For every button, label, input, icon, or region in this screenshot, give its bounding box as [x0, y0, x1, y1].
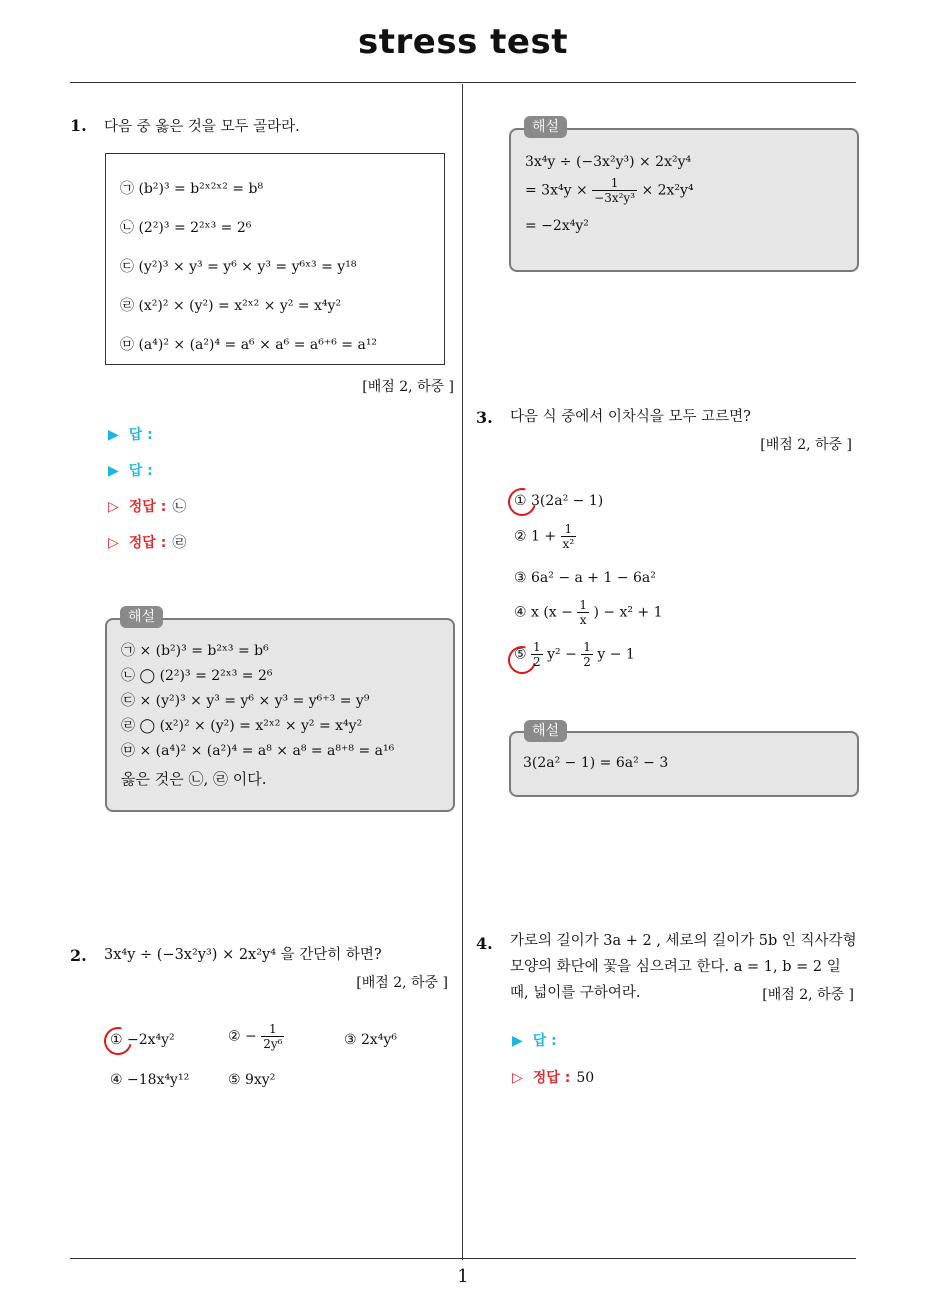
choice-5-suffix: y − 1 [597, 646, 635, 663]
solution-line: ㉣ ◯ (x²)² × (y²) = x²ˣ² × y² = x⁴y² [121, 718, 363, 734]
solution-line: ㉢ × (y²)³ × y³ = y⁶ × y³ = y⁶⁺³ = y⁹ [121, 693, 370, 709]
filled-triangle-icon: ▶ [108, 427, 119, 443]
solution-line: ㉡ ◯ (2²)³ = 2²ˣ³ = 2⁶ [121, 668, 273, 684]
question-1-answer-row-2 [108, 460, 153, 480]
fraction-denominator: x [579, 613, 587, 627]
question-4-score: [배점 2, 하중 ] [762, 987, 854, 1003]
solution-line-3: = −2x⁴y² [525, 218, 589, 234]
question-2-number: 2. [70, 946, 87, 965]
solution-line: ㉤ × (a⁴)² × (a²)⁴ = a⁸ × a⁸ = a⁸⁺⁸ = a¹⁶ [121, 743, 395, 759]
option-3: ㉢ (y²)³ × y³ = y⁶ × y³ = y⁶ˣ³ = y¹⁸ [120, 259, 357, 275]
fraction-denominator: 2 [533, 655, 541, 669]
page-title: stress test [358, 22, 568, 62]
choice-5-middle: y² − [547, 646, 577, 663]
question-1-answer-row-1 [108, 424, 153, 444]
question-2-choice-5: ⑤ 9xy² [228, 1072, 276, 1088]
question-1-score: [배점 2, 하중 ] [362, 379, 454, 395]
outline-triangle-icon: ▷ [108, 535, 119, 551]
page-number: 1 [457, 1266, 469, 1287]
header-rule [70, 82, 856, 83]
question-4-correct-row [512, 1067, 594, 1087]
solution-line-2 [525, 176, 694, 205]
footer-rule [70, 1258, 856, 1259]
answer-label: 답 : [128, 463, 153, 479]
outline-triangle-icon: ▷ [512, 1070, 523, 1086]
correct-value: ㉣ [172, 535, 187, 551]
solution-tag: 해설 [524, 720, 567, 742]
question-4-answer-row [512, 1030, 557, 1050]
choice-4-prefix: ④ x (x − [514, 604, 573, 621]
question-1-number: 1. [70, 116, 87, 135]
correct-value: 50 [576, 1070, 595, 1086]
solution-line-2-prefix: = 3x⁴y × [525, 182, 588, 199]
question-2-choice-1: ① −2x⁴y² [110, 1032, 175, 1048]
fraction-numerator: 1 [533, 640, 541, 654]
choice-2-prefix: ② − [228, 1028, 257, 1045]
fraction-denominator: 2 [583, 655, 591, 669]
fraction-numerator: 1 [561, 522, 577, 537]
option-4: ㉣ (x²)² × (y²) = x²ˣ² × y² = x⁴y² [120, 298, 342, 314]
solution-tag: 해설 [524, 116, 567, 138]
question-3-number: 3. [476, 408, 493, 427]
column-divider [462, 84, 463, 1260]
option-5: ㉤ (a⁴)² × (a²)⁴ = a⁶ × a⁶ = a⁶⁺⁶ = a¹² [120, 337, 378, 353]
correct-label: 정답 : [128, 499, 167, 515]
question-3-choice-2 [514, 522, 576, 551]
solution-line: 3(2a² − 1) = 6a² − 3 [523, 755, 669, 771]
solution-fraction [592, 176, 637, 205]
solution-line-2-suffix: × 2x²y⁴ [641, 182, 694, 199]
choice-4-suffix: ) − x² + 1 [593, 604, 663, 621]
option-1: ㉠ (b²)³ = b²ˣ²ˣ² = b⁸ [120, 181, 264, 197]
correct-label: 정답 : [532, 1070, 571, 1086]
choice-5-fraction-2 [581, 640, 593, 669]
question-3-choice-5 [514, 640, 635, 669]
outline-triangle-icon: ▷ [108, 499, 119, 515]
question-1-options-box [105, 153, 445, 365]
fraction-denominator: x² [562, 537, 575, 551]
filled-triangle-icon: ▶ [512, 1033, 523, 1049]
question-2-solution-box [509, 128, 859, 272]
solution-conclusion: 옳은 것은 ㉡, ㉣ 이다. [121, 770, 267, 788]
question-4-number: 4. [476, 934, 493, 953]
answer-label: 답 : [128, 427, 153, 443]
question-1-solution-box [105, 618, 455, 812]
question-2-score: [배점 2, 하중 ] [356, 975, 448, 991]
question-4-line-3: 때, 넓이를 구하여라. [510, 985, 641, 1001]
question-1-correct-row-2 [108, 532, 186, 552]
question-4-line-2: 모양의 화단에 꽃을 심으려고 한다. a = 1, b = 2 일 [510, 959, 841, 975]
choice-2-prefix: ② 1 + [514, 528, 557, 545]
solution-line-1: 3x⁴y ÷ (−3x²y³) × 2x²y⁴ [525, 154, 692, 170]
choice-5-prefix: ⑤ [514, 646, 527, 663]
question-4-line-1: 가로의 길이가 3a + 2 , 세로의 길이가 5b 인 직사각형 [510, 933, 857, 949]
choice-4-fraction [577, 598, 589, 627]
option-2: ㉡ (2²)³ = 2²ˣ³ = 2⁶ [120, 220, 252, 236]
solution-tag: 해설 [120, 606, 163, 628]
choice-2-fraction [561, 522, 577, 551]
question-2-choice-4: ④ −18x⁴y¹² [110, 1072, 190, 1088]
choice-2-fraction [261, 1022, 284, 1051]
question-1-text: 다음 중 옳은 것을 모두 골라라. [104, 119, 300, 135]
question-3-score: [배점 2, 하중 ] [760, 437, 852, 453]
correct-label: 정답 : [128, 535, 167, 551]
question-2-choice-3: ③ 2x⁴y⁶ [344, 1032, 397, 1048]
fraction-numerator: 1 [579, 598, 587, 612]
question-3-choice-3: ③ 6a² − a + 1 − 6a² [514, 570, 656, 586]
fraction-numerator: 1 [261, 1022, 284, 1037]
fraction-denominator: −3x²y³ [594, 191, 635, 205]
question-3-choice-4 [514, 598, 663, 627]
answer-label: 답 : [532, 1033, 557, 1049]
question-3-choice-1: ① 3(2a² − 1) [514, 493, 604, 509]
question-1-correct-row-1 [108, 496, 186, 516]
fraction-denominator: 2y⁶ [263, 1037, 283, 1051]
question-2-text: 3x⁴y ÷ (−3x²y³) × 2x²y⁴ 을 간단히 하면? [104, 947, 382, 963]
fraction-numerator: 1 [592, 176, 637, 191]
filled-triangle-icon: ▶ [108, 463, 119, 479]
choice-5-fraction-1 [531, 640, 543, 669]
question-3-text: 다음 식 중에서 이차식을 모두 고르면? [510, 409, 751, 425]
question-2-choice-2 [228, 1022, 284, 1051]
solution-line: ㉠ × (b²)³ = b²ˣ³ = b⁶ [121, 643, 269, 659]
fraction-numerator: 1 [583, 640, 591, 654]
correct-value: ㉡ [172, 499, 187, 515]
